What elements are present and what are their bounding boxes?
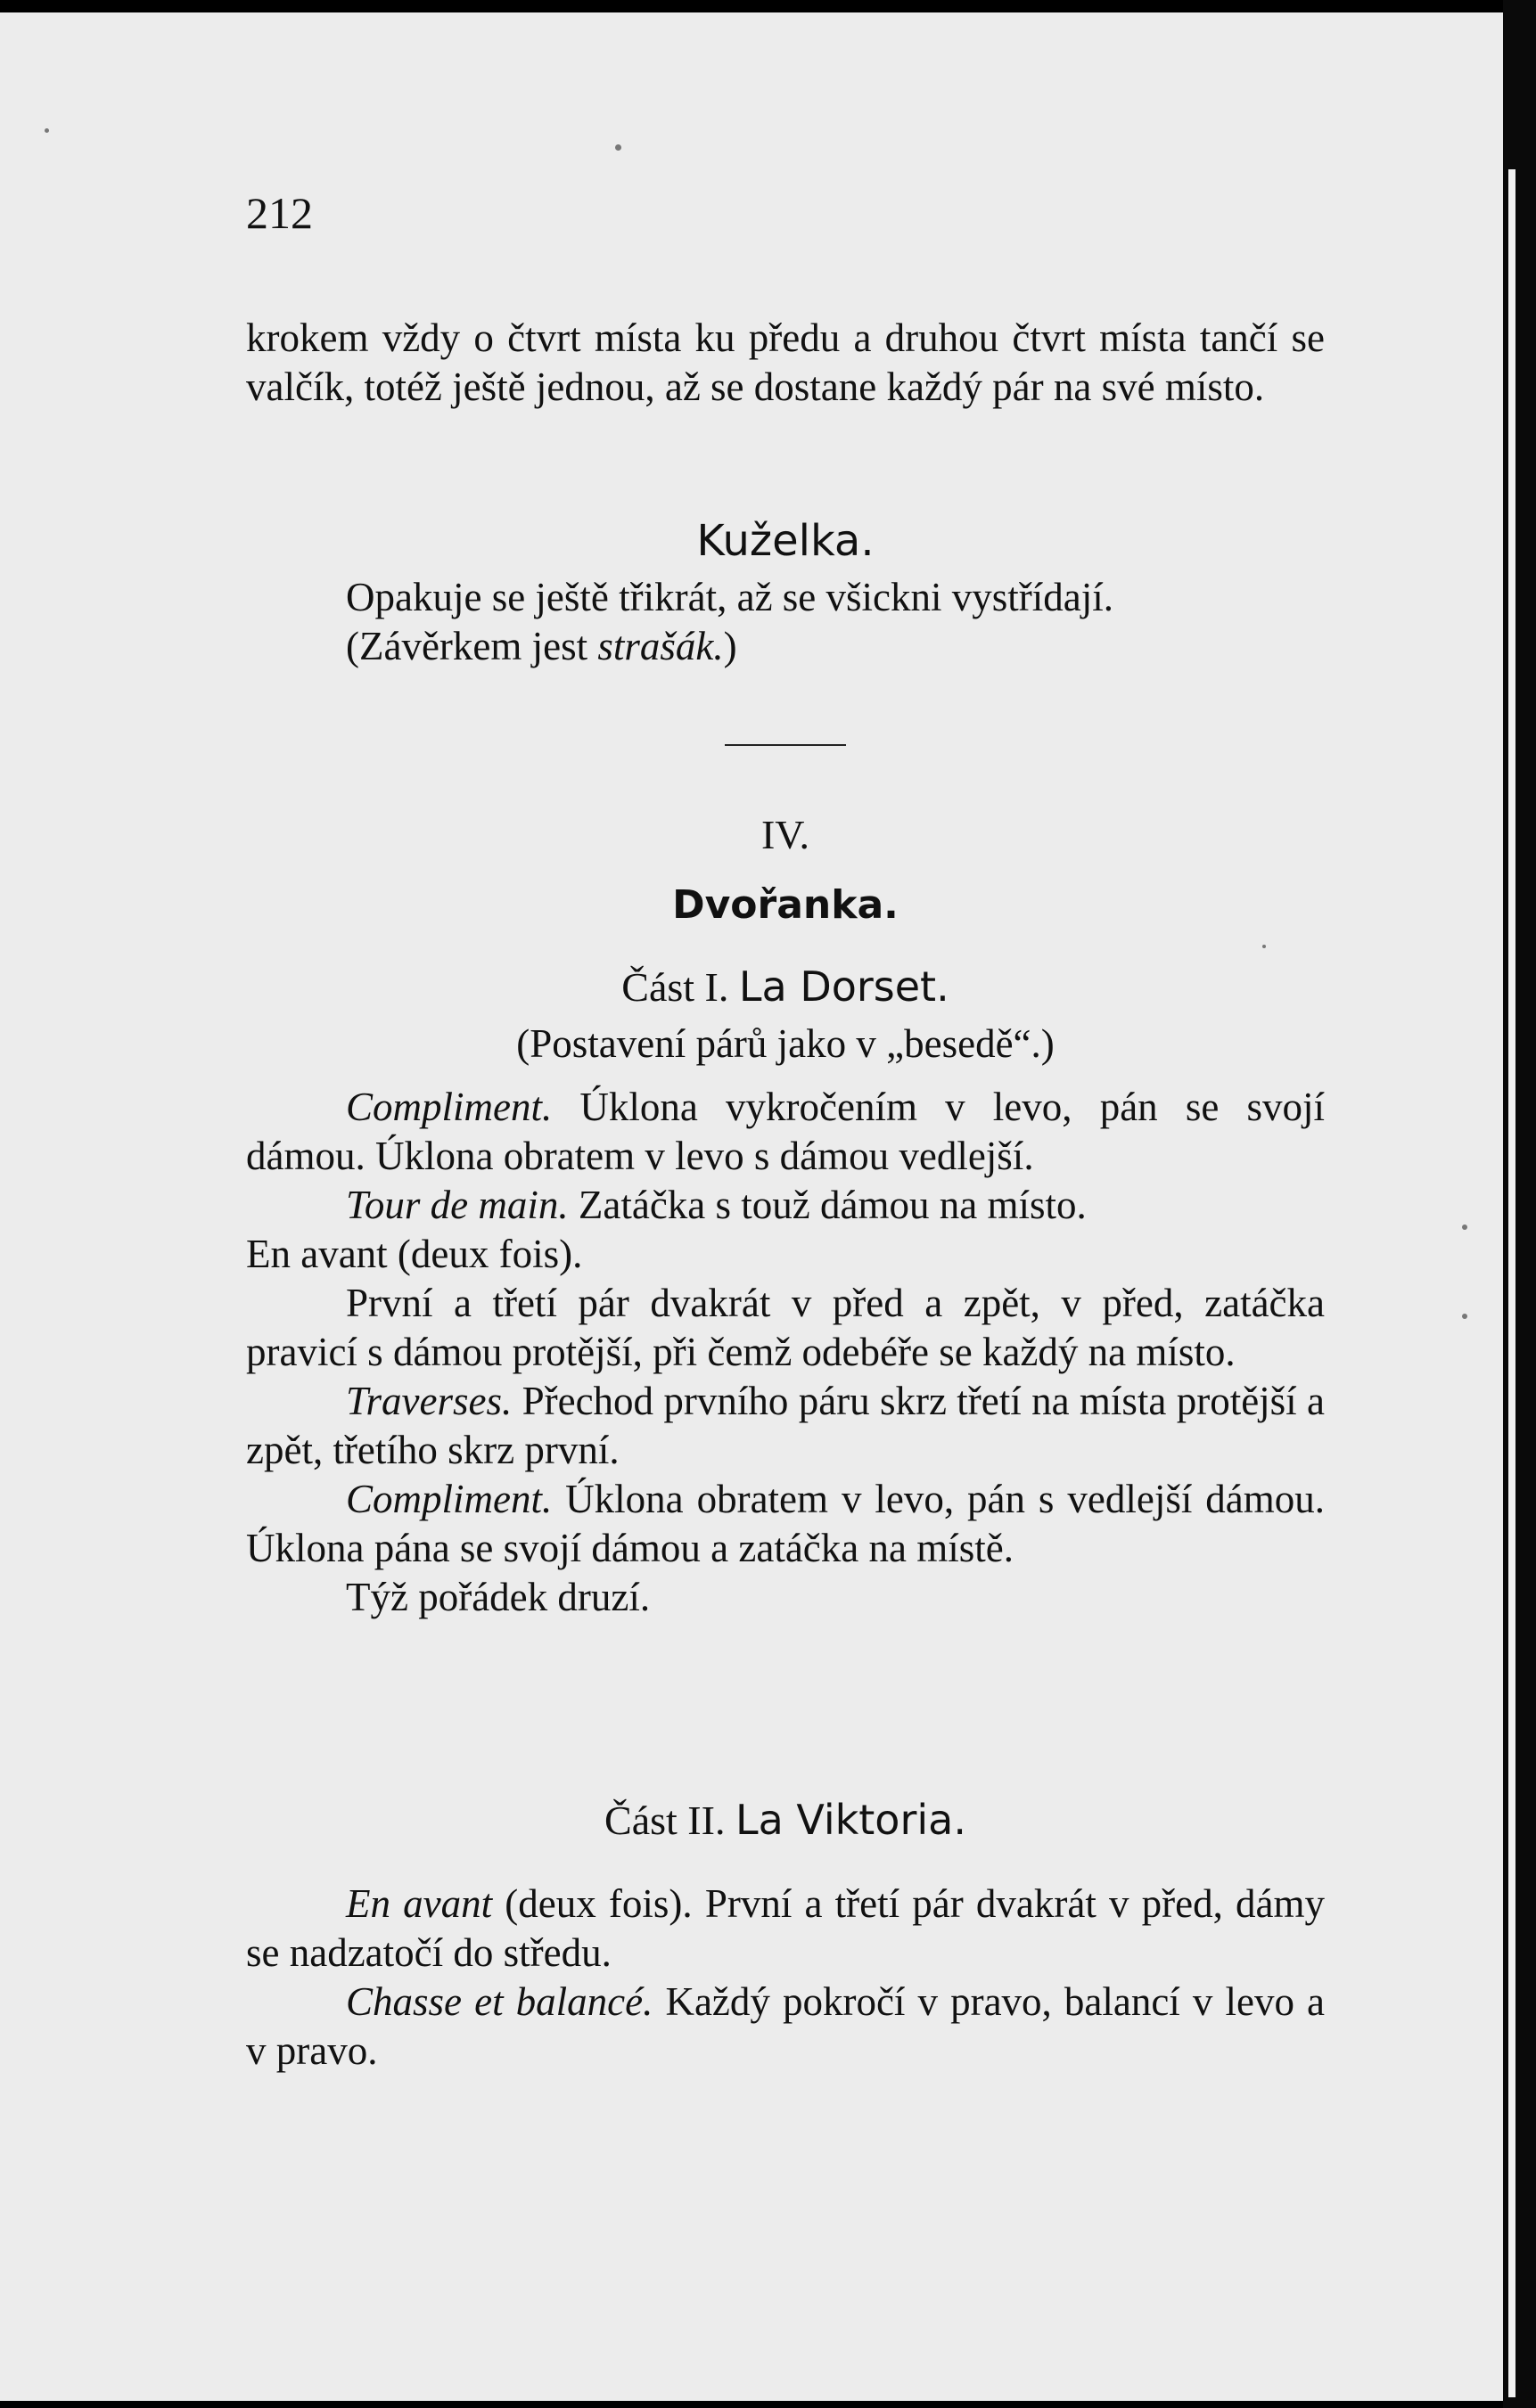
part2-heading: [246, 1793, 1325, 1847]
kuzelka-line2-prefix: (Závěrkem jest: [346, 624, 598, 668]
kuzelka-line2-italic: strašák.: [597, 624, 724, 668]
part2-paragraph-1: [246, 1880, 1325, 1978]
part1-para5-text: Přechod prvního páru skrz třetí na místa protější a zpět, třetího skrz první.: [246, 1379, 1325, 1472]
part2-heading-name: La Viktoria.: [735, 1796, 966, 1844]
part2-para1-text: (deux fois). První a třetí pár dvakrát v před, dámy se nadzatočí do středu.: [246, 1881, 1325, 1975]
intro-text: krokem vždy o čtvrt místa ku předu a druhou čtvrt místa tančí se valčík, totéž ještě jednou, až se dostane každý pár na své místo.: [246, 315, 1325, 409]
paper-speck: [1462, 1314, 1467, 1319]
part1-para6-italic: Compliment.: [346, 1477, 553, 1521]
part2-section: [246, 1793, 1325, 2076]
part1-para1-italic: Compliment.: [346, 1085, 553, 1129]
paper-speck: [1462, 1224, 1467, 1230]
section-iv: [246, 810, 1325, 932]
kuzelka-section: [246, 514, 1325, 671]
part2-para2-italic: Chasse et balancé.: [346, 1979, 653, 2024]
paper-speck: [1262, 945, 1266, 948]
part1-para2-italic: Tour de main.: [346, 1183, 569, 1227]
part1-paragraph-2: [246, 1181, 1325, 1230]
book-page: [0, 12, 1503, 2401]
part1-paragraph-4: První a třetí pár dvakrát v před a zpět, v před, zatáčka pravicí s dámou protější, při čemž odebéře se každý na místo.: [246, 1281, 1325, 1374]
paper-speck: [45, 128, 49, 133]
section-iv-title: Dvořanka.: [672, 882, 899, 928]
intro-paragraph: [246, 314, 1325, 412]
part1-paragraph-5: [246, 1377, 1325, 1475]
page-number: 212: [246, 188, 313, 238]
scan-edge-strip: [1508, 169, 1515, 2397]
part2-heading-prefix: Část II.: [604, 1798, 735, 1843]
part1-section: [246, 960, 1325, 1622]
part2-paragraph-2: [246, 1978, 1325, 2076]
kuzelka-line2-suffix: ): [723, 624, 737, 668]
part1-paragraph-1: [246, 1083, 1325, 1181]
part1-para6-text: Úklona obratem v levo, pán s vedlejší dámou. Úklona pána se svojí dámou a zatáčka na místě.: [246, 1477, 1325, 1570]
part1-heading-prefix: Část I.: [621, 964, 739, 1010]
kuzelka-title: Kuželka.: [696, 516, 875, 566]
section-divider: [246, 744, 1325, 746]
part2-para2-text: Každý pokročí v pravo, balancí v levo a v pravo.: [246, 1979, 1325, 2073]
part1-paragraph-7: Týž pořádek druzí.: [346, 1575, 651, 1619]
part1-para5-italic: Traverses.: [346, 1379, 513, 1423]
part1-heading: [246, 960, 1325, 1014]
part1-subheading: (Postavení párů jako v „besedě“.): [516, 1021, 1055, 1066]
part1-paragraph-3: En avant (deux fois).: [246, 1232, 583, 1276]
section-rule: [725, 744, 846, 746]
part1-para1-text: Úklona vykročením v levo, pán se svojí dámou. Úklona obratem v levo s dámou vedlejší.: [246, 1085, 1325, 1178]
part1-heading-name: La Dorset.: [738, 962, 949, 1011]
part1-para2-text: Zatáčka s touž dámou na místo.: [568, 1183, 1087, 1227]
scan-edge: [1503, 0, 1536, 2408]
part2-para1-italic: En avant: [346, 1881, 493, 1926]
section-iv-numeral: IV.: [760, 812, 810, 857]
part1-paragraph-6: [246, 1475, 1325, 1573]
kuzelka-line1: Opakuje se ještě třikrát, až se všickni vystřídají.: [346, 575, 1113, 619]
paper-speck: [615, 144, 621, 151]
kuzelka-line2: [246, 622, 1325, 671]
